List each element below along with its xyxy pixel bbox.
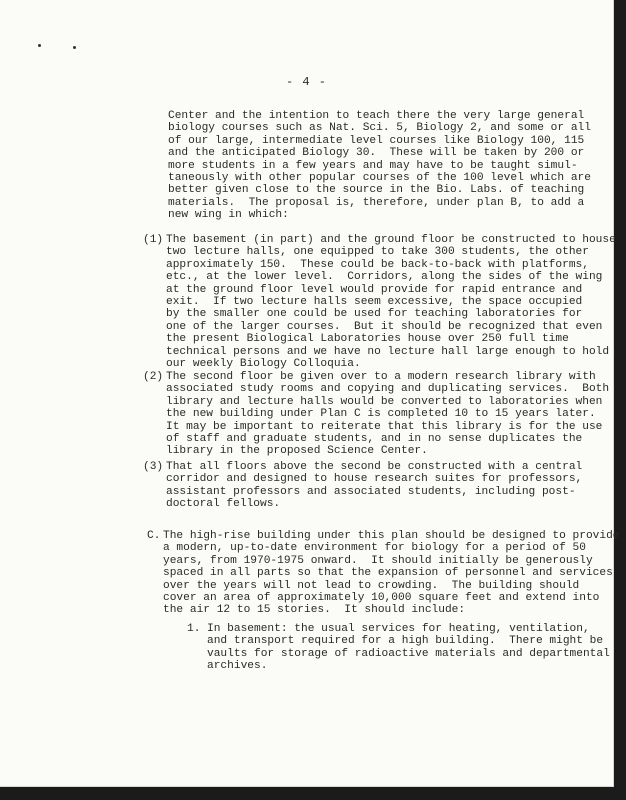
text-line: library and lecture halls would be converted to laboratories when	[166, 395, 603, 408]
text-line: archives.	[207, 660, 268, 673]
text-line: approximately 150. These could be back-to-back with platforms,	[166, 258, 589, 271]
text-line: spaced in all parts so that the expansion of personnel and services	[163, 567, 613, 580]
text-line: new wing in which:	[168, 209, 289, 222]
text-line: assistant professors and associated students, including post-	[166, 485, 576, 498]
text-line: the new building under Plan C is completed 10 to 15 years later.	[166, 408, 596, 421]
text-line: at the ground floor level would provide for rapid entrance and	[166, 283, 583, 296]
text-line: That all floors above the second be constructed with a central	[166, 461, 583, 473]
text-line: over the years will not lead to crowding. The building should	[163, 579, 580, 592]
text-line: doctoral fellows.	[166, 498, 281, 511]
text-line: of our large, intermediate level courses like Biology 100, 115	[168, 134, 585, 147]
text-line: by the smaller one could be used for teaching laboratories for	[166, 308, 583, 321]
punch-mark	[38, 44, 41, 47]
text-line: The second floor be given over to a modern research library with	[166, 371, 596, 383]
item-3-label: (3)	[143, 461, 164, 473]
page-number: - 4 -	[285, 75, 327, 89]
text-line: and the anticipated Biology 30. These will be taken by 200 or	[168, 147, 585, 160]
intro-paragraph	[168, 110, 591, 222]
text-line: more students in a few years and may have to be taught simul-	[168, 159, 578, 172]
text-line: cover an area of approximately 10,000 square feet and extend into	[163, 592, 600, 605]
text-line: The high-rise building under this plan should be designed to provide	[163, 530, 620, 542]
item-1-label: (1)	[143, 234, 164, 246]
text-line: Center and the intention to teach there the very large general	[168, 110, 585, 122]
text-line: etc., at the lower level. Corridors, along the sides of the wing	[166, 271, 603, 284]
item-3-text	[166, 461, 582, 511]
punch-mark	[73, 46, 76, 49]
sub-item-1-text	[207, 623, 610, 673]
item-2-text	[166, 371, 609, 458]
section-c-label: C.	[147, 530, 161, 542]
sub-item-1-label: 1.	[187, 623, 201, 635]
text-line: two lecture halls, one equipped to take 300 students, the other	[166, 246, 589, 259]
text-line: one of the larger courses. But it should be recognized that even	[166, 320, 603, 333]
text-line: The basement (in part) and the ground floor be constructed to house	[166, 234, 616, 246]
text-line: associated study rooms and copying and duplicating services. Both	[166, 383, 610, 396]
text-line: biology courses such as Nat. Sci. 5, Biology 2, and some or all	[168, 122, 591, 135]
text-line: our weekly Biology Colloquia.	[166, 358, 361, 371]
item-2-label: (2)	[143, 371, 164, 383]
text-line: the air 12 to 15 stories. It should include:	[163, 604, 466, 617]
text-line: In basement: the usual services for heating, ventilation,	[207, 623, 590, 635]
text-line: corridor and designed to house research suites for professors,	[166, 473, 583, 486]
text-line: better given close to the source in the Bio. Labs. of teaching	[168, 184, 585, 197]
text-line: vaults for storage of radioactive materials and departmental	[207, 647, 610, 660]
text-line: a modern, up-to-date environment for biology for a period of 50	[163, 542, 586, 555]
section-c-text	[163, 530, 620, 617]
text-line: taneously with other popular courses of the 100 level which are	[168, 172, 591, 185]
text-line: years, from 1970-1975 onward. It should initially be generously	[163, 554, 593, 567]
text-line: of staff and graduate students, and in no sense duplicates the	[166, 433, 583, 446]
item-1-text	[166, 234, 616, 370]
text-line: library in the proposed Science Center.	[166, 445, 428, 458]
text-line: exit. If two lecture halls seem excessive, the space occupied	[166, 296, 583, 309]
text-line: It may be important to reiterate that this library is for the use	[166, 420, 603, 433]
text-line: and transport required for a high building. There might be	[207, 635, 604, 648]
text-line: materials. The proposal is, therefore, under plan B, to add a	[168, 196, 585, 209]
text-line: technical persons and we have no lecture hall large enough to hold	[166, 345, 610, 358]
text-line: the present Biological Laboratories house over 250 full time	[166, 333, 569, 346]
